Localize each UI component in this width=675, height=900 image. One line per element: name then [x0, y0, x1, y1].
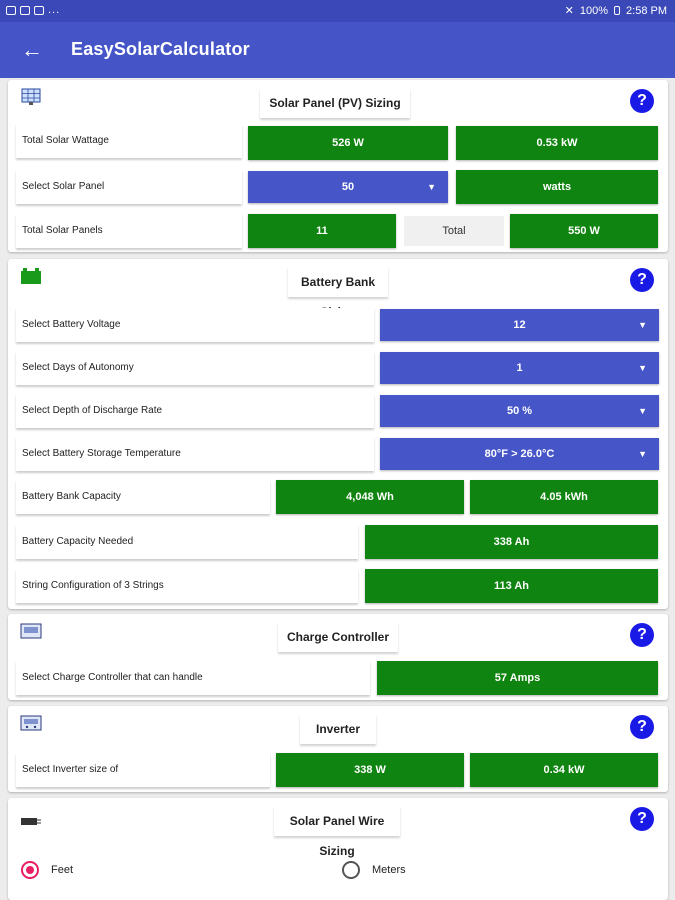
total-solar-panels-value: 11 [248, 214, 396, 248]
inverter-label: Select Inverter size of [16, 753, 270, 787]
battery-sizing-card [8, 259, 668, 609]
battery-section-title: Battery Bank [288, 267, 388, 297]
depth-discharge-value: 50 % [506, 405, 533, 417]
wire-help-icon[interactable]: ? [630, 807, 654, 831]
solar-panel-unit: watts [456, 170, 658, 204]
depth-discharge-dropdown[interactable] [380, 395, 659, 427]
capacity-needed-label: Battery Capacity Needed [16, 525, 358, 559]
charge-controller-card [8, 614, 668, 700]
capacity-needed-value: 338 Ah [365, 525, 658, 559]
solar-panel-icon [20, 88, 42, 106]
app-title: EasySolarCalculator [71, 39, 250, 59]
battery-icon [614, 6, 620, 15]
total-solar-wattage-label: Total Solar Wattage [16, 124, 242, 158]
inverter-icon [20, 714, 42, 732]
radio-unchecked-icon [342, 861, 360, 879]
notification-icons [6, 4, 60, 16]
dropdown-arrow-icon: ▼ [427, 182, 436, 192]
bank-capacity-label: Battery Bank Capacity [16, 480, 270, 514]
youtube-icon [20, 6, 30, 15]
total-watts-value: 550 W [510, 214, 658, 248]
controller-section-title: Charge Controller [278, 622, 398, 652]
meters-label: Meters [372, 864, 406, 876]
charge-controller-icon [20, 622, 42, 640]
battery-icon [20, 267, 42, 285]
feet-radio[interactable] [21, 861, 73, 879]
total-solar-wattage-w: 526 W [248, 126, 448, 160]
dropdown-arrow-icon: ▼ [638, 406, 647, 416]
app-bar [0, 22, 675, 78]
storage-temp-label: Select Battery Storage Temperature [16, 437, 374, 471]
bank-capacity-kwh: 4.05 kWh [470, 480, 658, 514]
total-label: Total [404, 216, 504, 246]
inverter-card [8, 706, 668, 792]
system-icons [565, 4, 667, 17]
dropdown-arrow-icon: ▼ [638, 320, 647, 330]
days-autonomy-label: Select Days of Autonomy [16, 351, 374, 385]
inverter-value-kw: 0.34 kW [470, 753, 658, 787]
controller-help-icon[interactable]: ? [630, 623, 654, 647]
controller-label: Select Charge Controller that can handle [16, 661, 370, 695]
wire-icon [20, 812, 42, 830]
image-icon [34, 6, 44, 15]
dropdown-arrow-icon: ▼ [638, 449, 647, 459]
select-solar-panel-value: 50 [341, 181, 355, 193]
battery-percent: 100% [579, 4, 609, 17]
battery-voltage-value: 12 [513, 319, 526, 331]
pv-section-title: Solar Panel (PV) Sizing [260, 88, 410, 118]
status-bar [0, 0, 675, 22]
days-autonomy-value: 1 [516, 362, 523, 374]
pv-help-icon[interactable]: ? [630, 89, 654, 113]
string-config-value: 113 Ah [365, 569, 658, 603]
controller-value: 57 Amps [377, 661, 658, 695]
clock: 2:58 PM [626, 4, 667, 17]
select-solar-panel-dropdown[interactable] [248, 171, 448, 203]
notification-icon [6, 6, 16, 15]
bank-capacity-wh: 4,048 Wh [276, 480, 464, 514]
depth-discharge-label: Select Depth of Discharge Rate [16, 394, 374, 428]
storage-temp-dropdown[interactable] [380, 438, 659, 470]
dropdown-arrow-icon: ▼ [638, 363, 647, 373]
total-solar-panels-label: Total Solar Panels [16, 214, 242, 248]
string-config-label: String Configuration of 3 Strings [16, 569, 358, 603]
meters-radio[interactable] [342, 861, 406, 879]
more-notifications: ... [48, 4, 61, 16]
inverter-section-title: Inverter [300, 714, 376, 744]
inverter-help-icon[interactable]: ? [630, 715, 654, 739]
inverter-value-w: 338 W [276, 753, 464, 787]
mute-icon: ✕ [564, 5, 574, 17]
total-solar-wattage-kw: 0.53 kW [456, 126, 658, 160]
battery-voltage-dropdown[interactable] [380, 309, 659, 341]
radio-checked-icon [21, 861, 39, 879]
wire-section-title: Solar Panel Wire Sizing [274, 806, 400, 836]
wire-sizing-card [8, 798, 668, 900]
feet-label: Feet [51, 864, 74, 876]
days-autonomy-dropdown[interactable] [380, 352, 659, 384]
select-solar-panel-label: Select Solar Panel [16, 170, 242, 204]
storage-temp-value: 80°F > 26.0°C [484, 448, 555, 460]
back-arrow-icon[interactable]: ← [21, 37, 43, 62]
pv-sizing-card [8, 80, 668, 252]
battery-voltage-label: Select Battery Voltage [16, 308, 374, 342]
battery-help-icon[interactable]: ? [630, 268, 654, 292]
